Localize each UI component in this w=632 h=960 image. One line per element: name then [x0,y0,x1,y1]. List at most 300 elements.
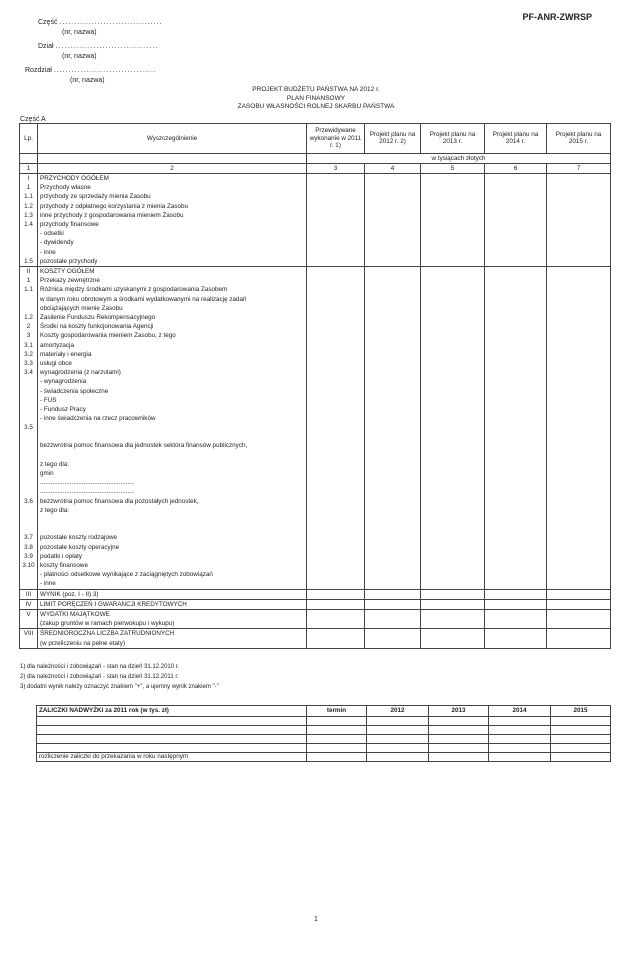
value-cell[interactable] [547,543,611,552]
value-cell[interactable] [307,589,365,599]
value-cell[interactable] [485,579,547,589]
value-cell[interactable] [307,285,365,294]
value-cell[interactable] [547,266,611,276]
value-cell[interactable] [307,524,365,533]
value-cell[interactable] [485,396,547,405]
value-cell[interactable] [365,266,421,276]
value-cell[interactable] [307,173,365,183]
value-cell[interactable] [485,350,547,359]
value-cell[interactable] [485,183,547,192]
value-cell[interactable] [485,295,547,304]
value-cell[interactable] [307,506,365,515]
value-cell[interactable] [547,192,611,201]
value-cell[interactable] [365,506,421,515]
value-cell[interactable] [307,610,365,620]
value-cell[interactable] [485,220,547,229]
advances-value-cell[interactable] [367,726,429,735]
value-cell[interactable] [485,304,547,313]
value-cell[interactable] [365,460,421,469]
value-cell[interactable] [421,619,485,629]
value-cell[interactable] [421,202,485,211]
value-cell[interactable] [485,561,547,570]
value-cell[interactable] [365,405,421,414]
value-cell[interactable] [485,487,547,496]
value-cell[interactable] [485,405,547,414]
value-cell[interactable] [485,506,547,515]
advances-value-cell[interactable] [551,726,611,735]
row-lp [20,570,38,579]
advances-value-cell[interactable] [367,717,429,726]
value-cell[interactable] [365,322,421,331]
value-cell[interactable] [485,202,547,211]
part-a-label: Część A [20,116,46,123]
value-cell[interactable] [547,276,611,285]
title-line-1: PROJEKT BUDŻETU PAŃSTWA NA 2012 r. [252,86,380,93]
value-cell[interactable] [547,377,611,386]
value-cell[interactable] [307,211,365,220]
row-lp: 3.4 [20,368,38,377]
value-cell[interactable] [485,515,547,524]
value-cell[interactable] [365,487,421,496]
value-cell[interactable] [421,192,485,201]
value-cell[interactable] [365,423,421,441]
value-cell[interactable] [547,322,611,331]
advances-desc-cell[interactable] [37,717,307,726]
value-cell[interactable] [365,183,421,192]
value-cell[interactable] [307,515,365,524]
value-cell[interactable] [547,368,611,377]
value-cell[interactable] [485,368,547,377]
advances-value-cell[interactable] [551,744,611,753]
value-cell[interactable] [485,497,547,506]
value-cell[interactable] [307,414,365,423]
advances-value-cell[interactable] [429,726,489,735]
value-cell[interactable] [365,478,421,487]
value-cell[interactable] [307,304,365,313]
value-cell[interactable] [421,599,485,609]
value-cell[interactable] [421,610,485,620]
value-cell[interactable] [547,304,611,313]
value-cell[interactable] [547,579,611,589]
value-cell[interactable] [421,487,485,496]
advances-value-cell[interactable] [367,744,429,753]
row-lp: I [20,173,38,183]
value-cell[interactable] [365,257,421,267]
value-cell[interactable] [307,533,365,542]
table-row [20,257,611,267]
value-cell[interactable] [307,183,365,192]
title-line-3: ZASOBU WŁASNOŚCI ROLNEJ SKARBU PAŃSTWA [237,103,395,110]
value-cell[interactable] [421,313,485,322]
value-cell[interactable] [365,543,421,552]
value-cell[interactable] [365,629,421,639]
value-cell[interactable] [547,423,611,441]
value-cell[interactable] [365,396,421,405]
value-cell[interactable] [421,229,485,238]
value-cell[interactable] [547,441,611,450]
value-cell[interactable] [485,238,547,247]
value-cell[interactable] [421,295,485,304]
row-lp [20,248,38,257]
value-cell[interactable] [365,377,421,386]
advances-value-cell[interactable] [551,735,611,744]
value-cell[interactable] [421,441,485,450]
value-cell[interactable] [365,341,421,350]
value-cell[interactable] [307,497,365,506]
advances-desc-cell[interactable] [37,744,307,753]
advances-value-cell[interactable] [489,735,551,744]
value-cell[interactable] [421,238,485,247]
value-cell[interactable] [421,359,485,368]
value-cell[interactable] [421,266,485,276]
value-cell[interactable] [307,487,365,496]
value-cell[interactable] [547,460,611,469]
value-cell[interactable] [421,561,485,570]
value-cell[interactable] [547,524,611,533]
value-cell[interactable] [421,570,485,579]
value-cell[interactable] [365,552,421,561]
advances-desc-cell[interactable]: rozliczenie zaliczki do przekazania w roku następnym [37,753,307,762]
value-cell[interactable] [307,341,365,350]
value-cell[interactable] [547,331,611,340]
value-cell[interactable] [365,313,421,322]
row-lp: 1.1 [20,285,38,294]
value-cell[interactable] [365,173,421,183]
value-cell[interactable] [307,599,365,609]
value-cell[interactable] [421,497,485,506]
value-cell[interactable] [547,359,611,368]
table-row [20,579,611,589]
advances-value-cell[interactable] [429,717,489,726]
value-cell[interactable] [421,341,485,350]
value-cell[interactable] [485,629,547,639]
value-cell[interactable] [307,359,365,368]
value-cell[interactable] [485,257,547,267]
value-cell[interactable] [547,414,611,423]
column-number: 3 [307,163,365,173]
value-cell[interactable] [547,599,611,609]
value-cell[interactable] [485,285,547,294]
value-cell[interactable] [307,313,365,322]
division-dots[interactable]: ................................... [55,43,159,50]
value-cell[interactable] [365,192,421,201]
value-cell[interactable] [307,331,365,340]
value-cell[interactable] [421,220,485,229]
row-description [38,524,307,533]
value-cell[interactable] [365,570,421,579]
value-cell[interactable] [307,368,365,377]
value-cell[interactable] [307,202,365,211]
value-cell[interactable] [307,543,365,552]
value-cell[interactable] [307,552,365,561]
value-cell[interactable] [547,173,611,183]
value-cell[interactable] [307,322,365,331]
value-cell[interactable] [365,515,421,524]
value-cell[interactable] [307,619,365,629]
value-cell[interactable] [307,460,365,469]
advances-value-cell[interactable] [489,726,551,735]
value-cell[interactable] [421,552,485,561]
value-cell[interactable] [547,229,611,238]
advances-desc-cell[interactable] [37,726,307,735]
value-cell[interactable] [421,414,485,423]
value-cell[interactable] [365,533,421,542]
value-cell[interactable] [307,396,365,405]
advances-value-cell[interactable] [307,753,367,762]
value-cell[interactable] [485,313,547,322]
value-cell[interactable] [421,524,485,533]
value-cell[interactable] [365,414,421,423]
value-cell[interactable] [421,543,485,552]
value-cell[interactable] [547,629,611,639]
value-cell[interactable] [485,610,547,620]
value-cell[interactable] [307,561,365,570]
value-cell[interactable] [547,639,611,649]
value-cell[interactable] [365,359,421,368]
value-cell[interactable] [547,220,611,229]
value-cell[interactable] [307,629,365,639]
value-cell[interactable] [485,322,547,331]
value-cell[interactable] [547,202,611,211]
advances-value-cell[interactable] [429,744,489,753]
value-cell[interactable] [485,533,547,542]
value-cell[interactable] [485,387,547,396]
value-cell[interactable] [547,285,611,294]
value-cell[interactable] [365,331,421,340]
value-cell[interactable] [485,460,547,469]
value-cell[interactable] [365,524,421,533]
value-cell[interactable] [547,387,611,396]
value-cell[interactable] [307,257,365,267]
row-lp [20,304,38,313]
value-cell[interactable] [547,257,611,267]
value-cell[interactable] [421,350,485,359]
value-cell[interactable] [547,478,611,487]
value-cell[interactable] [307,478,365,487]
value-cell[interactable] [365,285,421,294]
value-cell[interactable] [365,304,421,313]
value-cell[interactable] [307,469,365,478]
value-cell[interactable] [421,629,485,639]
value-cell[interactable] [365,639,421,649]
value-cell[interactable] [547,570,611,579]
value-cell[interactable] [547,405,611,414]
value-cell[interactable] [485,599,547,609]
value-cell[interactable] [547,211,611,220]
value-cell[interactable] [547,183,611,192]
value-cell[interactable] [547,589,611,599]
value-cell[interactable] [421,589,485,599]
value-cell[interactable] [421,506,485,515]
value-cell[interactable] [421,405,485,414]
value-cell[interactable] [307,423,365,441]
value-cell[interactable] [485,266,547,276]
value-cell[interactable] [307,639,365,649]
value-cell[interactable] [365,211,421,220]
value-cell[interactable] [365,599,421,609]
value-cell[interactable] [547,561,611,570]
advances-value-cell[interactable] [307,726,367,735]
value-cell[interactable] [485,192,547,201]
value-cell[interactable] [421,579,485,589]
value-cell[interactable] [421,276,485,285]
value-cell[interactable] [365,579,421,589]
value-cell[interactable] [307,266,365,276]
value-cell[interactable] [485,341,547,350]
value-cell[interactable] [307,451,365,460]
advances-value-cell[interactable] [551,753,611,762]
value-cell[interactable] [365,469,421,478]
value-cell[interactable] [485,331,547,340]
value-cell[interactable] [421,387,485,396]
value-cell[interactable] [365,220,421,229]
value-cell[interactable] [365,619,421,629]
value-cell[interactable] [365,350,421,359]
value-cell[interactable] [547,619,611,629]
value-cell[interactable] [547,238,611,247]
value-cell[interactable] [307,229,365,238]
table-row [20,423,611,441]
value-cell[interactable] [485,173,547,183]
chapter-dots[interactable]: ................................... [53,67,157,74]
value-cell[interactable] [365,229,421,238]
value-cell[interactable] [485,229,547,238]
value-cell[interactable] [547,295,611,304]
value-cell[interactable] [485,414,547,423]
value-cell[interactable] [307,238,365,247]
value-cell[interactable] [421,183,485,192]
value-cell[interactable] [307,387,365,396]
value-cell[interactable] [365,441,421,450]
value-cell[interactable] [365,610,421,620]
value-cell[interactable] [485,552,547,561]
value-cell[interactable] [307,276,365,285]
value-cell[interactable] [421,211,485,220]
value-cell[interactable] [307,220,365,229]
value-cell[interactable] [485,248,547,257]
value-cell[interactable] [547,515,611,524]
advances-value-cell[interactable] [307,744,367,753]
value-cell[interactable] [421,423,485,441]
value-cell[interactable] [547,497,611,506]
value-cell[interactable] [307,248,365,257]
advances-value-cell[interactable] [307,717,367,726]
value-cell[interactable] [547,248,611,257]
advances-value-cell[interactable] [489,717,551,726]
advances-value-cell[interactable] [429,735,489,744]
value-cell[interactable] [307,350,365,359]
advances-value-cell[interactable] [551,717,611,726]
value-cell[interactable] [421,451,485,460]
value-cell[interactable] [547,396,611,405]
value-cell[interactable] [547,552,611,561]
value-cell[interactable] [485,639,547,649]
value-cell[interactable] [307,192,365,201]
value-cell[interactable] [485,524,547,533]
value-cell[interactable] [485,451,547,460]
value-cell[interactable] [547,487,611,496]
advances-value-cell[interactable] [307,735,367,744]
value-cell[interactable] [547,313,611,322]
value-cell[interactable] [421,331,485,340]
value-cell[interactable] [421,368,485,377]
value-cell[interactable] [421,515,485,524]
value-cell[interactable] [547,610,611,620]
value-cell[interactable] [307,441,365,450]
advances-row [37,717,611,726]
value-cell[interactable] [421,173,485,183]
value-cell[interactable] [365,368,421,377]
value-cell[interactable] [485,543,547,552]
advances-value-cell[interactable] [489,744,551,753]
advances-value-cell[interactable] [489,753,551,762]
value-cell[interactable] [365,276,421,285]
value-cell[interactable] [365,248,421,257]
value-cell[interactable] [421,533,485,542]
value-cell[interactable] [421,478,485,487]
value-cell[interactable] [485,211,547,220]
value-cell[interactable] [365,387,421,396]
value-cell[interactable] [307,405,365,414]
value-cell[interactable] [485,570,547,579]
value-cell[interactable] [421,257,485,267]
value-cell[interactable] [547,341,611,350]
value-cell[interactable] [421,304,485,313]
value-cell[interactable] [365,561,421,570]
value-cell[interactable] [421,469,485,478]
value-cell[interactable] [547,350,611,359]
advances-value-cell[interactable] [367,753,429,762]
value-cell[interactable] [485,619,547,629]
value-cell[interactable] [365,202,421,211]
value-cell[interactable] [547,506,611,515]
advances-value-cell[interactable] [429,753,489,762]
value-cell[interactable] [421,639,485,649]
value-cell[interactable] [421,248,485,257]
value-cell[interactable] [421,322,485,331]
value-cell[interactable] [485,478,547,487]
value-cell[interactable] [307,570,365,579]
column-number-row [20,163,611,173]
value-cell[interactable] [485,377,547,386]
value-cell[interactable] [421,460,485,469]
advances-value-cell[interactable] [367,735,429,744]
value-cell[interactable] [421,377,485,386]
value-cell[interactable] [307,377,365,386]
value-cell[interactable] [485,423,547,441]
value-cell[interactable] [421,285,485,294]
value-cell[interactable] [485,441,547,450]
value-cell[interactable] [421,396,485,405]
advances-desc-cell[interactable] [37,735,307,744]
value-cell[interactable] [365,497,421,506]
value-cell[interactable] [485,469,547,478]
value-cell[interactable] [365,589,421,599]
value-cell[interactable] [547,469,611,478]
value-cell[interactable] [307,579,365,589]
value-cell[interactable] [485,589,547,599]
value-cell[interactable] [365,295,421,304]
part-dots[interactable]: ................................... [59,19,163,26]
value-cell[interactable] [307,295,365,304]
value-cell[interactable] [547,533,611,542]
row-description: - wynagrodzenia [38,377,307,386]
value-cell[interactable] [547,451,611,460]
value-cell[interactable] [365,451,421,460]
value-cell[interactable] [485,359,547,368]
value-cell[interactable] [485,276,547,285]
value-cell[interactable] [365,238,421,247]
